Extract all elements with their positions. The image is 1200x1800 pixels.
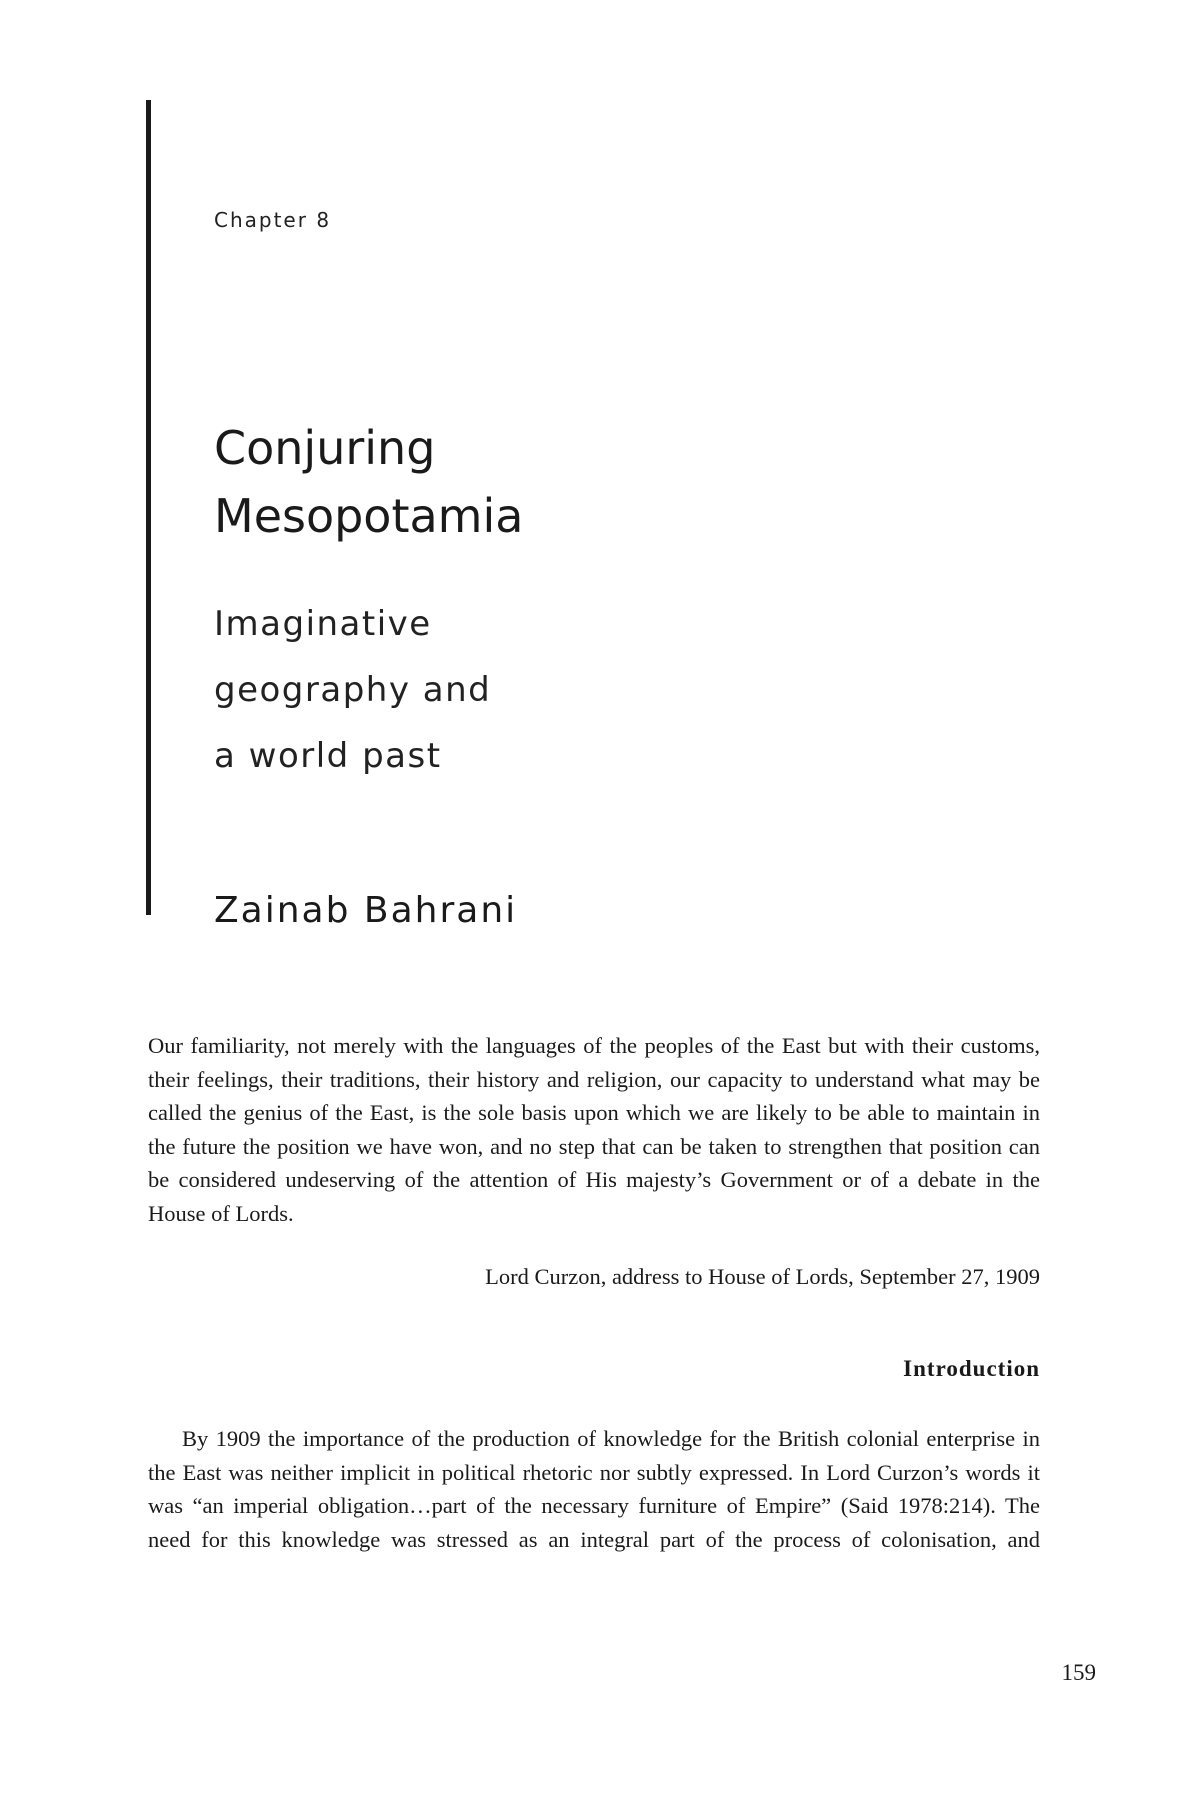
chapter-label: Chapter 8 <box>214 208 332 232</box>
author-name: Zainab Bahrani <box>214 890 518 931</box>
section-heading: Introduction <box>903 1356 1040 1381</box>
chapter-subtitle-line: Imaginative <box>214 604 432 644</box>
vertical-rule <box>146 100 151 915</box>
epigraph-attribution: Lord Curzon, address to House of Lords, September 27, 1909 <box>485 1264 1040 1289</box>
chapter-subtitle-line: geography and <box>214 670 492 710</box>
epigraph-quote: Our familiarity, not merely with the languages of the peoples of the East but with their customs, their feelings, their traditions, their history and religion, our capacity to understand what may be called the genius of the East, is the sole basis upon which we are likely to be able to maintain in the future the position we have won, and no step that can be taken to strengthen that position can be considered undeserving of the attention of His majesty’s Government or of a debate in the House of Lords. <box>148 1033 1040 1226</box>
chapter-title-line: Mesopotamia <box>214 489 524 543</box>
chapter-subtitle-line: a world past <box>214 736 442 776</box>
body-paragraph: By 1909 the importance of the production of knowledge for the British colonial enterprise in the East was neither implicit in political rhetoric nor subtly expressed. In Lord Curzon’s words it was “an imperial obligation…part of the necessary furniture of Empire” (Said 1978:214). The need for this knowledge was stressed as an integral part of the process of colonisation, and <box>148 1426 1040 1552</box>
page-number: 159 <box>1061 1660 1096 1685</box>
chapter-title <box>214 414 523 550</box>
chapter-subtitle <box>214 591 491 789</box>
chapter-title-line: Conjuring <box>214 421 436 475</box>
